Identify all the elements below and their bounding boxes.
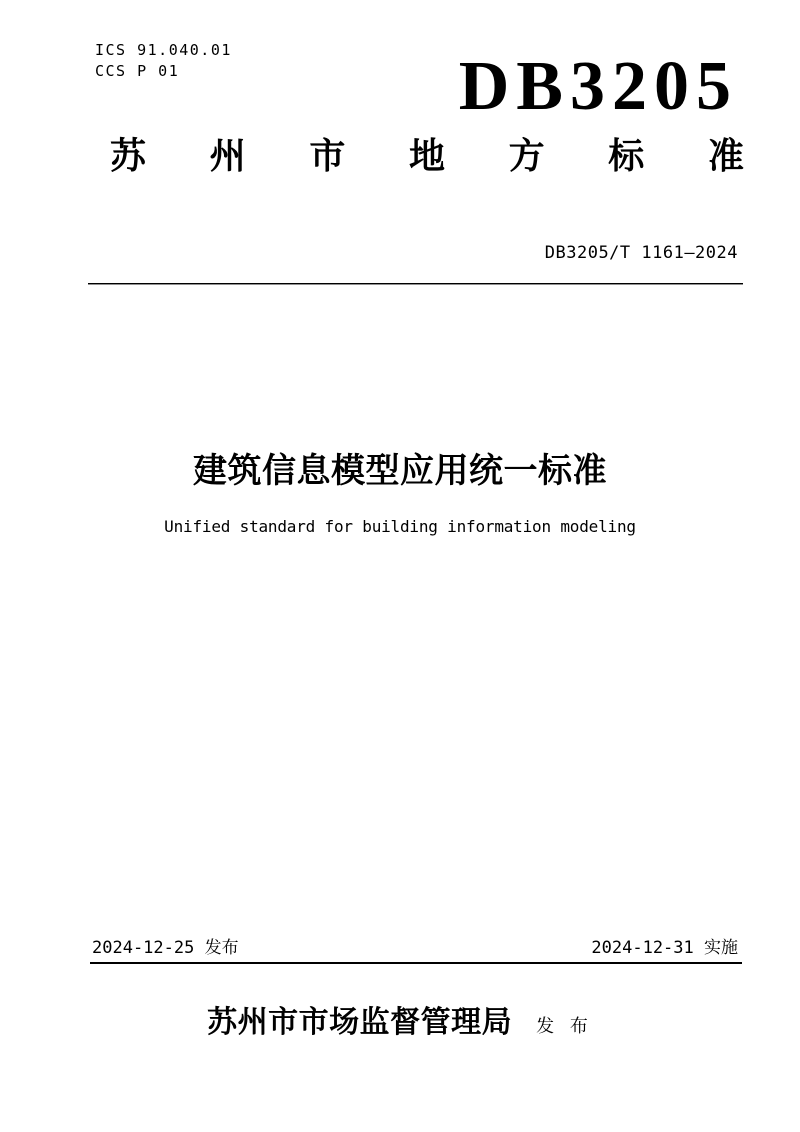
ccs-code: CCS P 01 bbox=[95, 62, 180, 80]
implementation-date: 2024-12-31 实施 bbox=[591, 938, 738, 958]
classification-codes bbox=[95, 40, 232, 82]
category-char: 准 bbox=[707, 136, 744, 176]
category-char: 市 bbox=[309, 136, 346, 176]
document-title-zh: 建筑信息模型应用统一标准 bbox=[193, 451, 607, 491]
standard-number: DB3205/T 1161—2024 bbox=[544, 243, 738, 263]
publish-action-label: 发 布 bbox=[536, 1016, 593, 1037]
dates-row bbox=[92, 938, 738, 958]
standard-category-banner bbox=[110, 138, 744, 174]
publisher-name: 苏州市市场监督管理局 bbox=[207, 1006, 513, 1039]
footer-rule bbox=[90, 962, 742, 964]
publisher-row bbox=[0, 1005, 800, 1041]
category-char: 州 bbox=[209, 136, 246, 176]
header-rule bbox=[88, 283, 743, 285]
issue-date: 2024-12-25 发布 bbox=[92, 938, 239, 958]
category-char: 方 bbox=[508, 136, 545, 176]
document-title-en: Unified standard for building information modeling bbox=[164, 517, 636, 536]
standard-code-logo: DB3205 bbox=[458, 48, 738, 125]
category-char: 地 bbox=[408, 136, 445, 176]
category-char: 苏 bbox=[110, 136, 147, 176]
ics-code: ICS 91.040.01 bbox=[95, 41, 232, 59]
category-char: 标 bbox=[608, 136, 645, 176]
